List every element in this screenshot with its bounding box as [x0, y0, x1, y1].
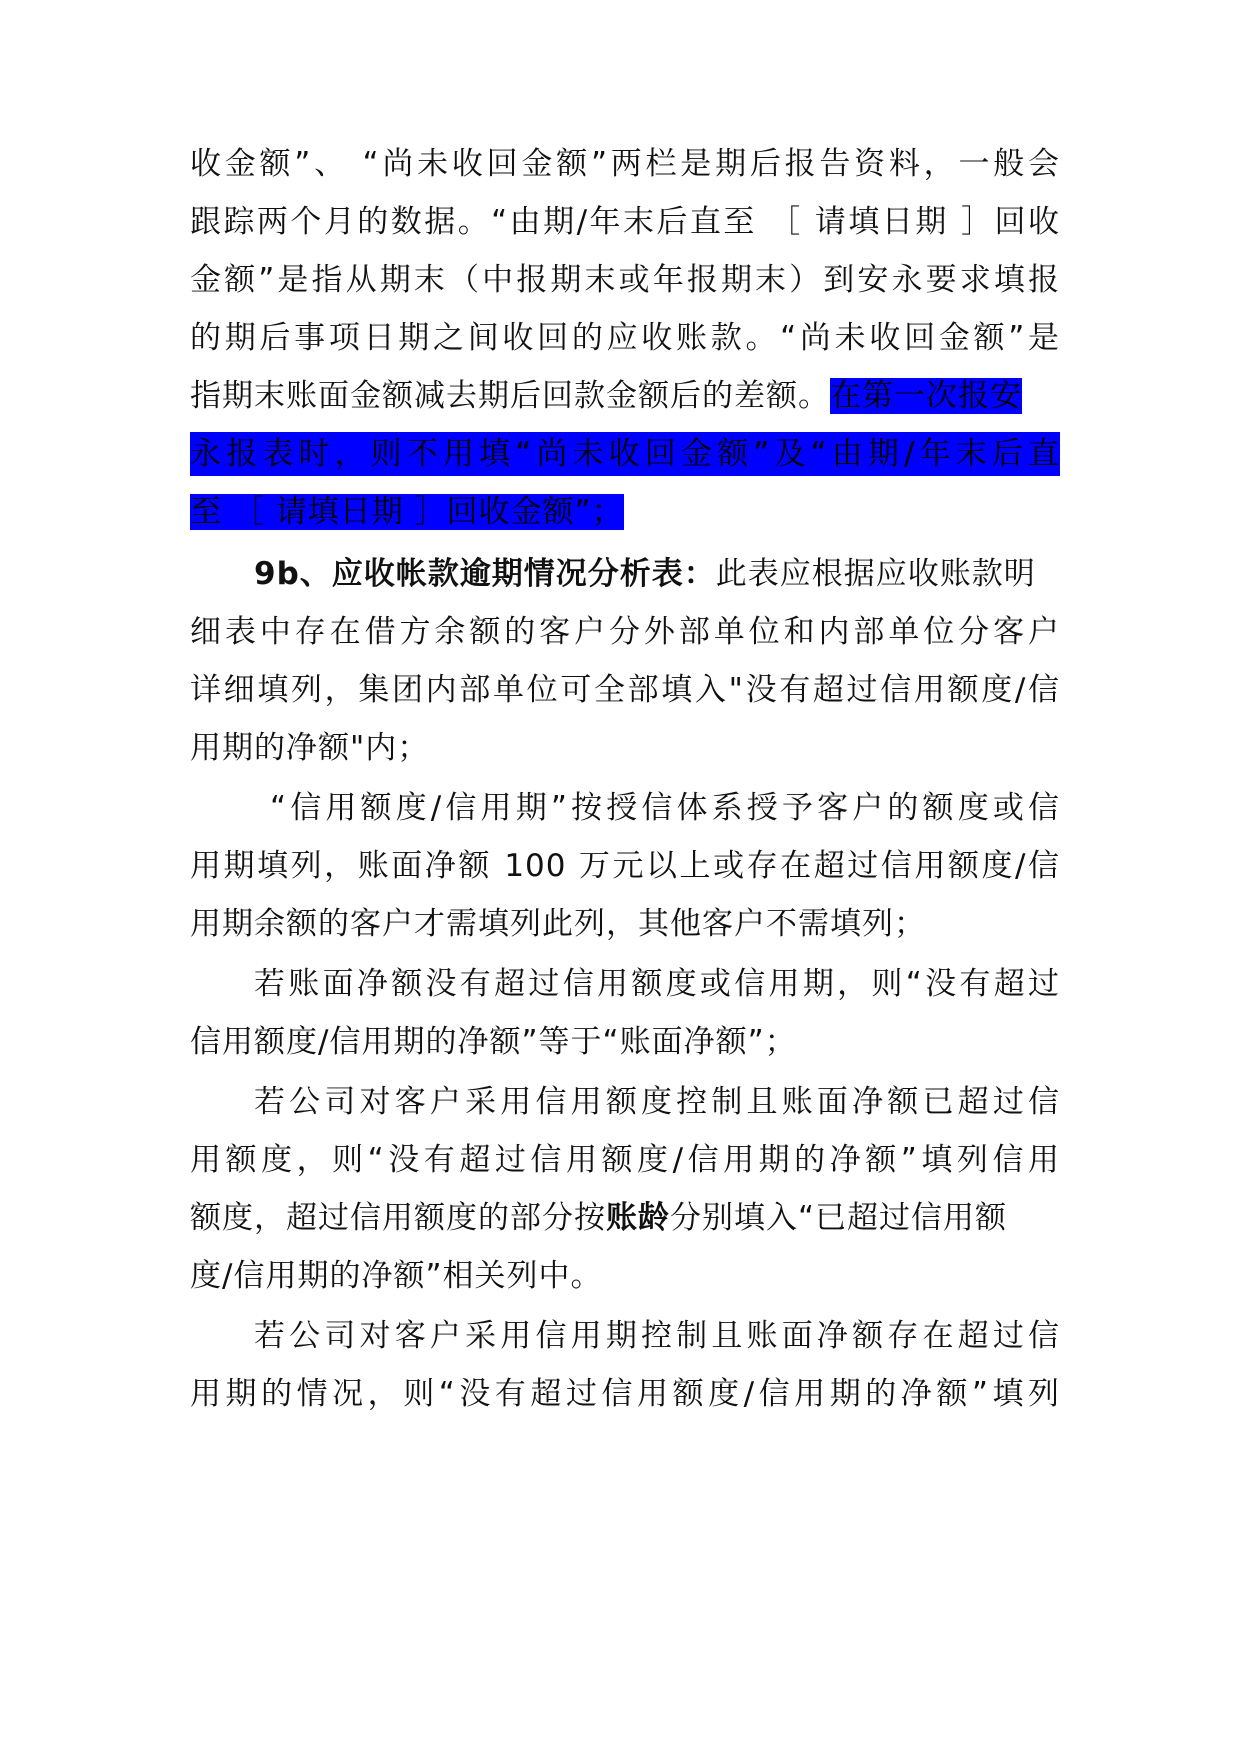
paragraph-line: 信用额度/信用期的净额”等于“账面净额”； [190, 1024, 797, 1060]
bold-term: 账龄 [606, 1200, 670, 1236]
paragraph-line: 详细填列，集团内部单位可全部填入"没有超过信用额度/信 [190, 672, 1060, 708]
paragraph-line: 跟踪两个月的数据。“由期/年末后直至 ［ 请填日期 ］回收 [190, 204, 1060, 240]
highlighted-text: 至 ［ 请填日期 ］回收金额”； [190, 494, 624, 530]
paragraph-line: 金额”是指从期末（中报期末或年报期末）到安永要求填报 [190, 262, 1060, 298]
paragraph-line: 用期填列，账面净额 100 万元以上或存在超过信用额度/信 [190, 848, 1060, 884]
paragraph-line: 用额度，则“没有超过信用额度/信用期的净额”填列信用 [190, 1142, 1060, 1178]
paragraph-line: 用期余额的客户才需填列此列，其他客户不需填列； [190, 906, 926, 942]
paragraph-text: 额度，超过信用额度的部分按 [190, 1200, 606, 1236]
paragraph-line: 用期的情况，则“没有超过信用额度/信用期的净额”填列 [190, 1376, 1060, 1412]
highlighted-text: 在第一次报安 [830, 378, 1022, 414]
paragraph-text: 指期末账面金额减去期后回款金额后的差额。 [190, 378, 830, 414]
paragraph-line: 收金额”、 “尚未收回金额”两栏是期后报告资料，一般会 [190, 146, 1060, 182]
section-9b-line [254, 552, 1060, 596]
paragraph-text: 此表应根据应收账款明 [715, 556, 1036, 592]
section-heading: 9b、应收帐款逾期情况分析表： [254, 556, 716, 592]
highlighted-text: 永报表时，则不用填“尚未收回金额”及“由期/年末后直 [190, 432, 1060, 476]
paragraph-line: “信用额度/信用期”按授信体系授予客户的额度或信 [270, 790, 1060, 826]
paragraph-line [190, 374, 1060, 418]
paragraph-line: 若账面净额没有超过信用额度或信用期，则“没有超过 [254, 966, 1060, 1002]
paragraph-line: 度/信用期的净额”相关列中。 [190, 1258, 603, 1294]
paragraph-line: 的期后事项日期之间收回的应收账款。“尚未收回金额”是 [190, 320, 1060, 356]
paragraph-line [190, 1196, 1060, 1240]
paragraph-line: 细表中存在借方余额的客户分外部单位和内部单位分客户 [190, 614, 1060, 650]
paragraph-line: 用期的净额"内； [190, 730, 430, 766]
paragraph-text: 分别填入“已超过信用额 [670, 1200, 1008, 1236]
paragraph-line [190, 490, 1060, 534]
paragraph-line: 若公司对客户采用信用期控制且账面净额存在超过信 [254, 1318, 1060, 1354]
paragraph-line: 若公司对客户采用信用额度控制且账面净额已超过信 [254, 1084, 1060, 1120]
